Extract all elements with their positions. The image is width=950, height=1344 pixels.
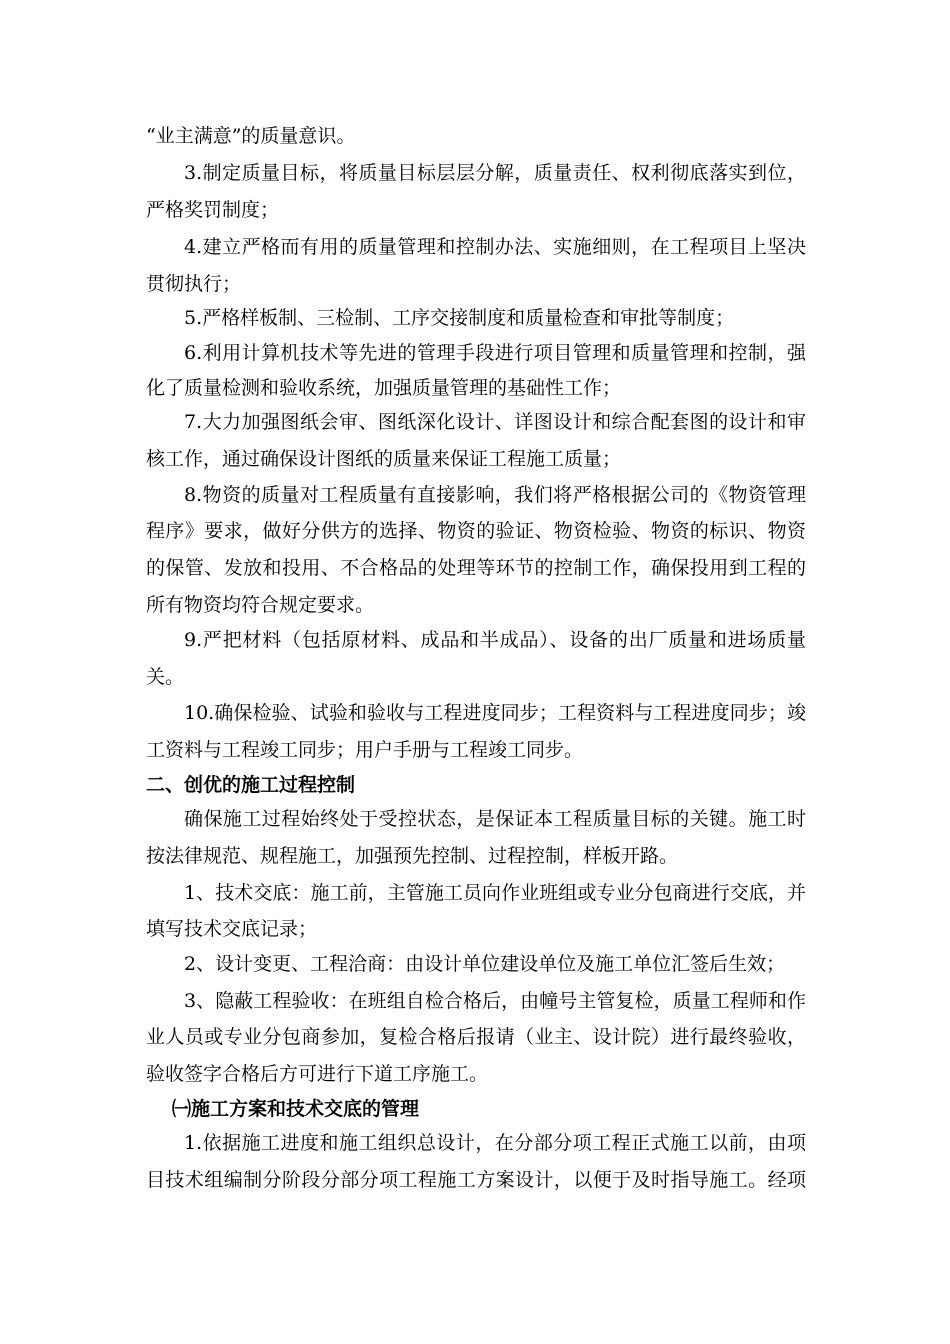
text-line: 目技术组编制分阶段分部分项工程施工方案设计，以便于及时指导施工。经项 <box>146 1169 806 1191</box>
text-line: 核工作，通过确保设计图纸的质量来保证工程施工质量； <box>146 448 622 470</box>
text-line: 9.严把材料（包括原材料、成品和半成品）、设备的出厂质量和进场质量 <box>184 629 806 651</box>
text-line: 3、隐蔽工程验收：在班组自检合格后，由幢号主管复检，质量工程师和作 <box>184 990 806 1012</box>
text-line: 5.严格样板制、三检制、工序交接制度和质量检查和审批等制度； <box>184 307 735 329</box>
text-line: 程序》要求，做好分供方的选择、物资的验证、物资检验、物资的标识、物资 <box>146 520 806 542</box>
text-line: 按法律规范、规程施工，加强预先控制、过程控制，样板开路。 <box>146 845 679 867</box>
text-line: 严格奖罚制度； <box>146 199 280 221</box>
text-line: 2、设计变更、工程洽商：由设计单位建设单位及施工单位汇签后生效； <box>184 953 786 975</box>
text-line: 6.利用计算机技术等先进的管理手段进行项目管理和质量管理和控制，强 <box>184 342 806 364</box>
text-line: 验收签字合格后方可进行下道工序施工。 <box>146 1063 489 1085</box>
subsection-heading: ㈠施工方案和技术交底的管理 <box>172 1098 420 1120</box>
text-line: 8.物资的质量对工程质量有直接影响，我们将严格根据公司的《物资管理 <box>184 484 806 506</box>
text-line: 的保管、发放和投用、不合格品的处理等环节的控制工作，确保投用到工程的 <box>146 557 806 579</box>
section-heading: 二、创优的施工过程控制 <box>146 774 356 796</box>
text-line: 所有物资均符合规定要求。 <box>146 594 375 616</box>
text-line: 化了质量检测和验收系统，加强质量管理的基础性工作； <box>146 377 622 399</box>
text-line: 确保施工过程始终处于受控状态，是保证本工程质量目标的关键。施工时 <box>184 808 806 830</box>
text-line: 工资料与工程竣工同步；用户手册与工程竣工同步。 <box>146 739 584 761</box>
text-line: 关。 <box>146 666 185 688</box>
text-line: 3.制定质量目标，将质量目标层层分解，质量责任、权利彻底落实到位， <box>184 162 806 184</box>
text-line: “业主满意”的质量意识。 <box>146 125 356 147</box>
text-line: 填写技术交底记录； <box>146 918 318 940</box>
text-line: 10.确保检验、试验和验收与工程进度同步；工程资料与工程进度同步；竣 <box>184 702 806 724</box>
text-line: 1、技术交底：施工前，主管施工员向作业班组或专业分包商进行交底，并 <box>184 882 806 904</box>
text-line: 贯彻执行； <box>146 273 242 295</box>
text-line: 1.依据施工进度和施工组织总设计，在分部分项工程正式施工以前，由项 <box>184 1132 806 1154</box>
text-line: 7.大力加强图纸会审、图纸深化设计、详图设计和综合配套图的设计和审 <box>184 411 806 433</box>
text-line: 4.建立严格而有用的质量管理和控制办法、实施细则，在工程项目上坚决 <box>184 236 806 258</box>
text-line: 业人员或专业分包商参加，复检合格后报请（业主、设计院）进行最终验收， <box>146 1026 806 1048</box>
